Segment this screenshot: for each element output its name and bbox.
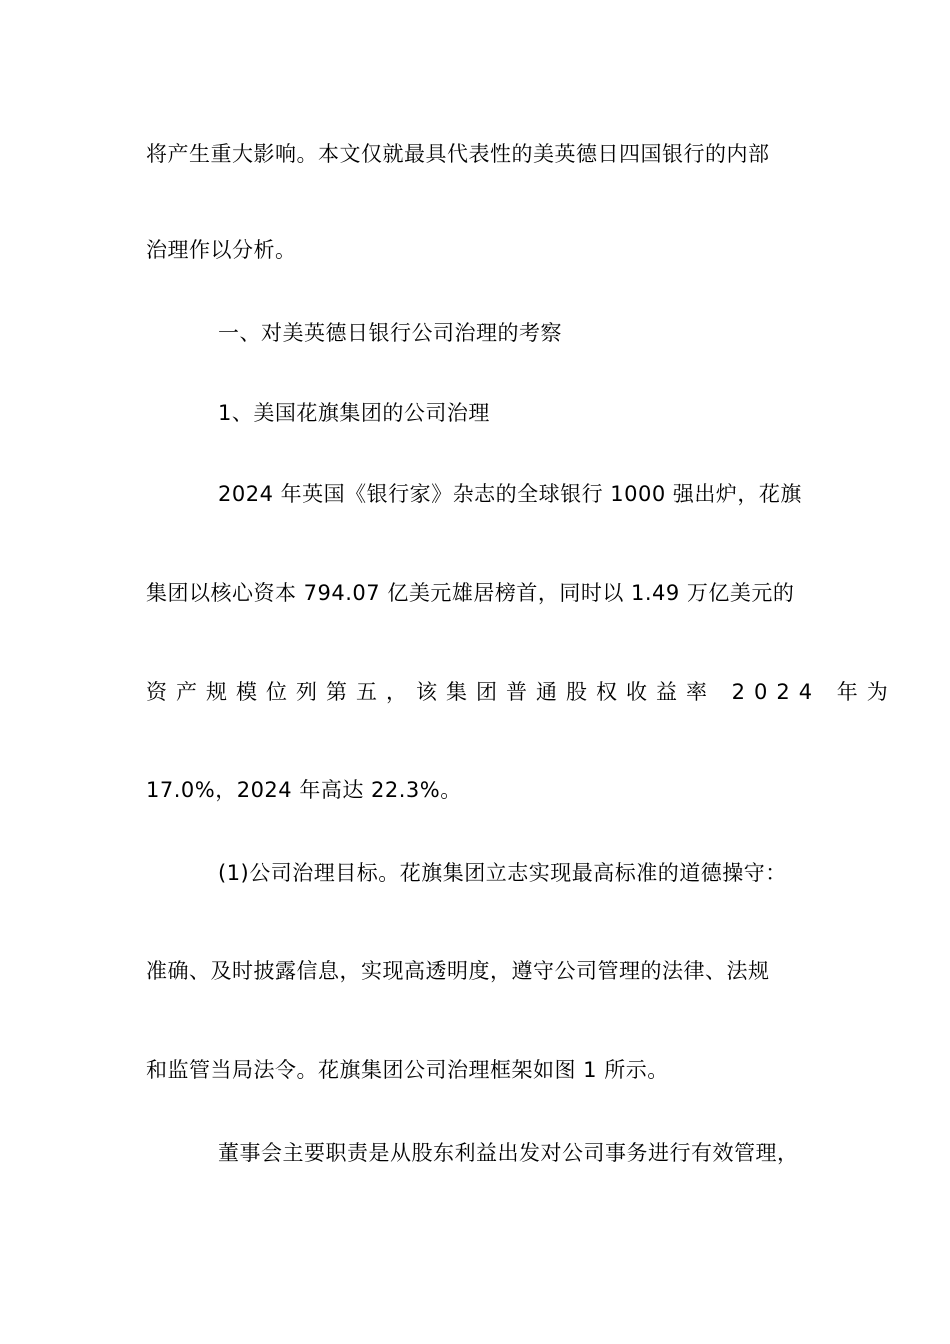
paragraph-line-9: 和监管当局法令。花旗集团公司治理框架如图 1 所示。 — [146, 1058, 669, 1082]
paragraph-line-2: 治理作以分析。 — [146, 238, 297, 262]
paragraph-line-1: 将产生重大影响。本文仅就最具代表性的美英德日四国银行的内部 — [146, 142, 770, 166]
paragraph-line-8: 准确、及时披露信息，实现高透明度，遵守公司管理的法律、法规 — [146, 959, 770, 983]
justified-text: 资产规模位列第五，该集团普通股权收益率 2024 年为 — [146, 680, 897, 704]
subsection-heading: 1、美国花旗集团的公司治理 — [218, 401, 490, 425]
paragraph-line-3: 2024 年英国《银行家》杂志的全球银行 1000 强出炉，花旗 — [218, 482, 802, 506]
paragraph-line-7: (1)公司治理目标。花旗集团立志实现最高标准的道德操守： — [218, 861, 787, 885]
paragraph-line-5 — [146, 677, 897, 707]
paragraph-line-10: 董事会主要职责是从股东利益出发对公司事务进行有效管理， — [218, 1141, 799, 1165]
paragraph-line-4: 集团以核心资本 794.07 亿美元雄居榜首，同时以 1.49 万亿美元的 — [146, 581, 795, 605]
section-heading: 一、对美英德日银行公司治理的考察 — [218, 321, 562, 345]
paragraph-line-6: 17.0%，2024 年高达 22.3%。 — [146, 778, 462, 802]
